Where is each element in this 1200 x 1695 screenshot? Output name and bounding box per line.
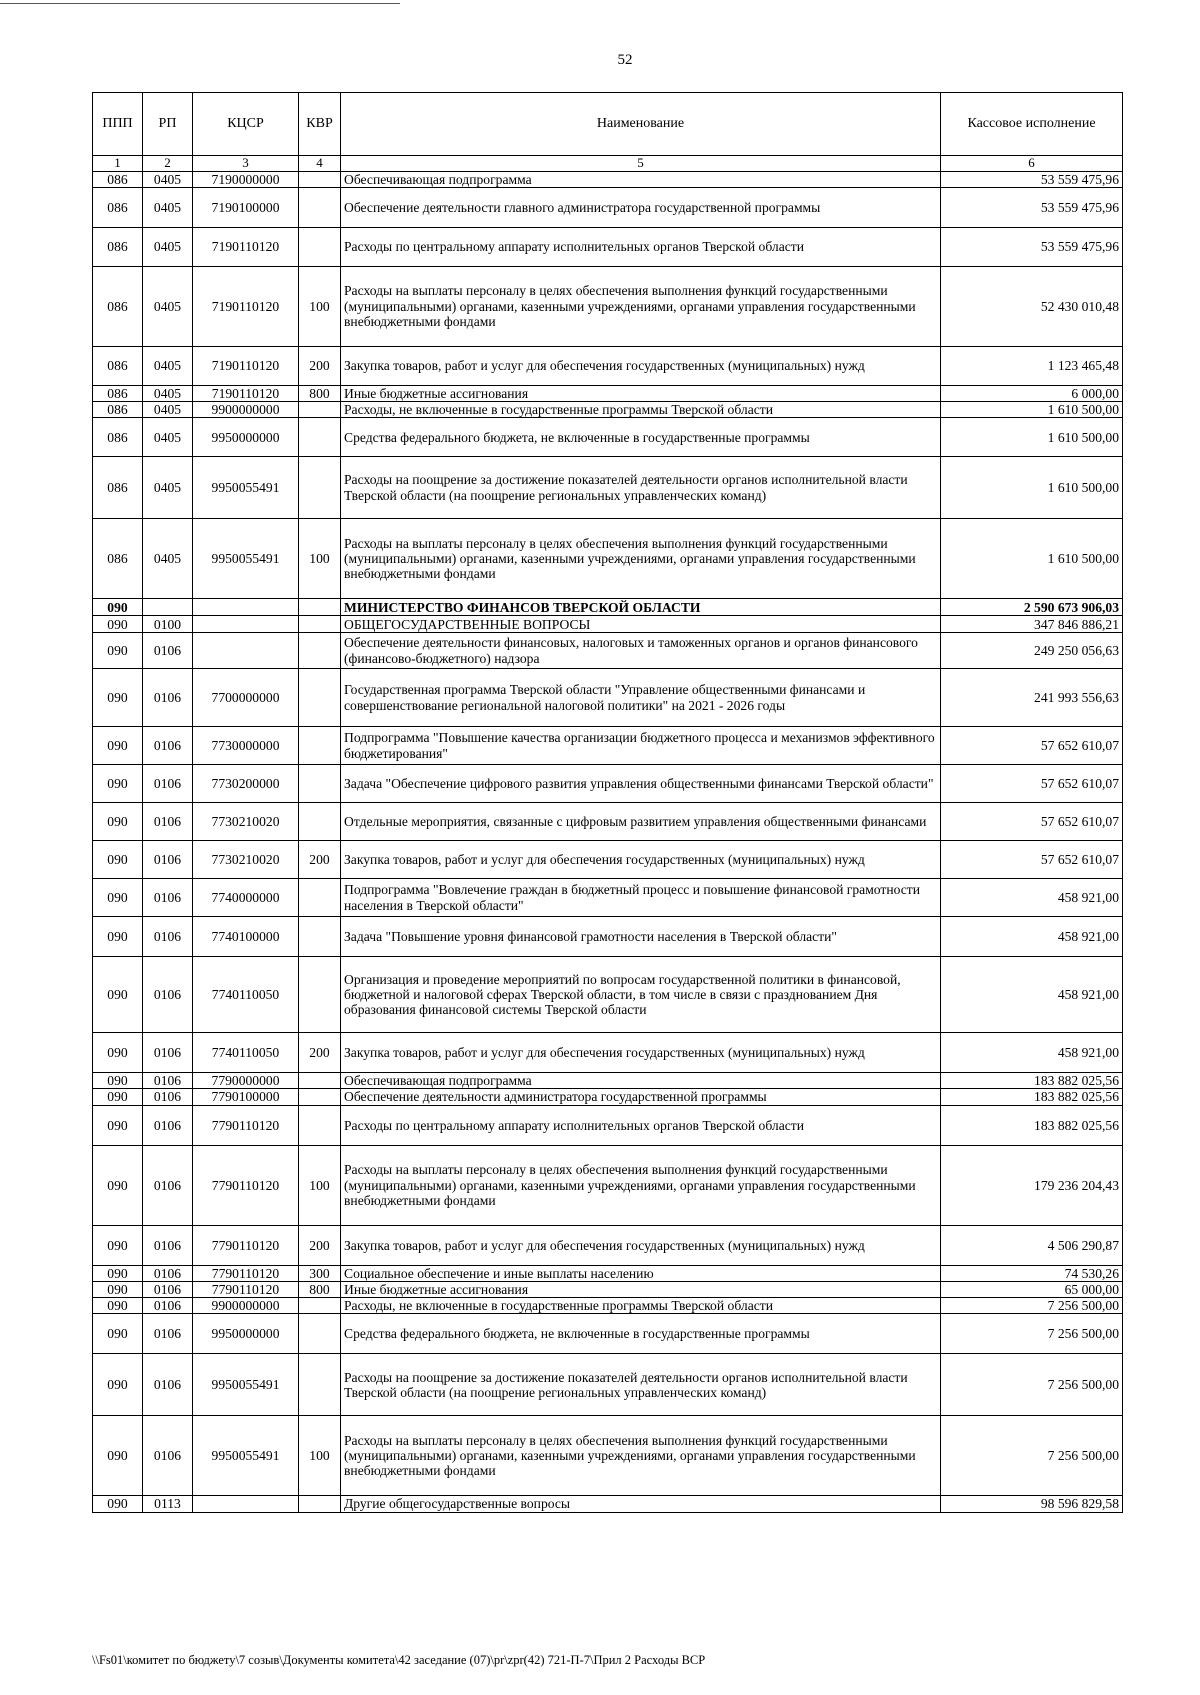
kcsr-cell (193, 633, 299, 669)
column-number: 4 (299, 156, 341, 172)
rp-cell: 0106 (143, 1298, 193, 1314)
table-row (93, 457, 1123, 519)
amount-cell: 1 610 500,00 (941, 418, 1123, 457)
ppp-cell: 090 (93, 633, 143, 669)
rp-cell: 0106 (143, 879, 193, 917)
kvr-cell (299, 457, 341, 519)
kvr-cell (299, 171, 341, 187)
header-kvr: КВР (299, 93, 341, 156)
header-row (93, 93, 1123, 156)
amount-cell: 179 236 204,43 (941, 1145, 1123, 1225)
kcsr-cell: 7730210020 (193, 803, 299, 841)
column-number: 3 (193, 156, 299, 172)
amount-cell: 57 652 610,07 (941, 727, 1123, 765)
name-cell: Расходы на выплаты персоналу в целях обеспечения выполнения функций государственными (муниципальными) органами, казенными учреждениями, органами управления государственными внебюджетными фондами (341, 1416, 941, 1496)
table-row (93, 957, 1123, 1033)
amount-cell: 7 256 500,00 (941, 1314, 1123, 1354)
name-cell: Подпрограмма "Повышение качества организации бюджетного процесса и механизмов эффективного бюджетирования" (341, 727, 941, 765)
rp-cell: 0106 (143, 669, 193, 727)
ppp-cell: 090 (93, 1073, 143, 1089)
rp-cell: 0405 (143, 385, 193, 401)
kcsr-cell: 7790000000 (193, 1073, 299, 1089)
amount-cell: 1 610 500,00 (941, 457, 1123, 519)
name-cell: Расходы, не включенные в государственные программы Тверской области (341, 401, 941, 417)
ppp-cell: 090 (93, 917, 143, 957)
table-row (93, 346, 1123, 385)
amount-cell: 65 000,00 (941, 1281, 1123, 1297)
name-cell: Расходы по центральному аппарату исполнительных органов Тверской области (341, 227, 941, 266)
table-row (93, 1496, 1123, 1512)
rp-cell: 0106 (143, 1354, 193, 1416)
kcsr-cell: 9900000000 (193, 401, 299, 417)
rp-cell: 0106 (143, 1265, 193, 1281)
kcsr-cell: 7730000000 (193, 727, 299, 765)
kcsr-cell: 7790110120 (193, 1265, 299, 1281)
name-cell: Отдельные мероприятия, связанные с цифровым развитием управления общественными финансами (341, 803, 941, 841)
rp-cell: 0106 (143, 917, 193, 957)
name-cell: Иные бюджетные ассигнования (341, 385, 941, 401)
header-rp: РП (143, 93, 193, 156)
kcsr-cell: 9950000000 (193, 418, 299, 457)
name-cell: Социальное обеспечение и иные выплаты населению (341, 1265, 941, 1281)
name-cell: Организация и проведение мероприятий по вопросам государственной политики в финансовой, бюджетной и налоговой сферах Тверской области, в том числе в связи с празднованием Дня образования финансовой системы Тверской области (341, 957, 941, 1033)
rp-cell: 0106 (143, 957, 193, 1033)
amount-cell: 249 250 056,63 (941, 633, 1123, 669)
ppp-cell: 090 (93, 1105, 143, 1145)
kcsr-cell: 9950055491 (193, 1354, 299, 1416)
table-row (93, 1298, 1123, 1314)
amount-cell: 183 882 025,56 (941, 1073, 1123, 1089)
name-cell: Закупка товаров, работ и услуг для обеспечения государственных (муниципальных) нужд (341, 1033, 941, 1073)
name-cell: Обеспечивающая подпрограмма (341, 171, 941, 187)
ppp-cell: 086 (93, 418, 143, 457)
kvr-cell (299, 1073, 341, 1089)
table-row (93, 266, 1123, 346)
kvr-cell: 200 (299, 841, 341, 879)
amount-cell: 183 882 025,56 (941, 1089, 1123, 1105)
kvr-cell: 100 (299, 1145, 341, 1225)
kcsr-cell (193, 616, 299, 633)
kcsr-cell: 7740000000 (193, 879, 299, 917)
rp-cell: 0106 (143, 1416, 193, 1496)
ppp-cell: 090 (93, 1314, 143, 1354)
ppp-cell: 090 (93, 599, 143, 616)
rp-cell: 0106 (143, 1089, 193, 1105)
rp-cell: 0106 (143, 1145, 193, 1225)
rp-cell: 0106 (143, 1105, 193, 1145)
ppp-cell: 090 (93, 727, 143, 765)
kcsr-cell: 7190110120 (193, 266, 299, 346)
name-cell: Обеспечение деятельности главного администратора государственной программы (341, 187, 941, 227)
ppp-cell: 086 (93, 171, 143, 187)
name-cell: Обеспечивающая подпрограмма (341, 1073, 941, 1089)
ppp-cell: 086 (93, 401, 143, 417)
kvr-cell: 100 (299, 266, 341, 346)
name-cell: ОБЩЕГОСУДАРСТВЕННЫЕ ВОПРОСЫ (341, 616, 941, 633)
rp-cell (143, 599, 193, 616)
kcsr-cell: 7190000000 (193, 171, 299, 187)
amount-cell: 7 256 500,00 (941, 1354, 1123, 1416)
amount-cell: 1 610 500,00 (941, 519, 1123, 599)
kcsr-cell: 7190100000 (193, 187, 299, 227)
table-body (93, 171, 1123, 1512)
rp-cell: 0405 (143, 227, 193, 266)
rp-cell: 0113 (143, 1496, 193, 1512)
rp-cell: 0405 (143, 171, 193, 187)
column-number: 5 (341, 156, 941, 172)
table-row (93, 727, 1123, 765)
name-cell: Задача "Повышение уровня финансовой грамотности населения в Тверской области" (341, 917, 941, 957)
kcsr-cell: 7790110120 (193, 1145, 299, 1225)
kvr-cell (299, 957, 341, 1033)
amount-cell: 53 559 475,96 (941, 187, 1123, 227)
table-row (93, 616, 1123, 633)
kcsr-cell: 7190110120 (193, 385, 299, 401)
name-cell: Расходы, не включенные в государственные программы Тверской области (341, 1298, 941, 1314)
rp-cell: 0106 (143, 765, 193, 803)
name-cell: Расходы по центральному аппарату исполнительных органов Тверской области (341, 1105, 941, 1145)
kcsr-cell: 7740110050 (193, 1033, 299, 1073)
name-cell: Закупка товаров, работ и услуг для обеспечения государственных (муниципальных) нужд (341, 841, 941, 879)
scan-edge-line (0, 3, 400, 4)
column-number: 2 (143, 156, 193, 172)
amount-cell: 74 530,26 (941, 1265, 1123, 1281)
name-cell: МИНИСТЕРСТВО ФИНАНСОВ ТВЕРСКОЙ ОБЛАСТИ (341, 599, 941, 616)
name-cell: Расходы на поощрение за достижение показателей деятельности органов исполнительной власти Тверской области (на поощрение региональных управленческих команд) (341, 1354, 941, 1416)
kvr-cell: 100 (299, 519, 341, 599)
kvr-cell (299, 1496, 341, 1512)
kvr-cell (299, 765, 341, 803)
column-number-row (93, 156, 1123, 172)
kvr-cell: 200 (299, 346, 341, 385)
ppp-cell: 086 (93, 266, 143, 346)
kvr-cell: 100 (299, 1416, 341, 1496)
name-cell: Расходы на поощрение за достижение показателей деятельности органов исполнительной власти Тверской области (на поощрение региональных управленческих команд) (341, 457, 941, 519)
table-row (93, 385, 1123, 401)
ppp-cell: 090 (93, 1265, 143, 1281)
kcsr-cell (193, 1496, 299, 1512)
rp-cell: 0405 (143, 266, 193, 346)
table-row (93, 187, 1123, 227)
name-cell: Обеспечение деятельности финансовых, налоговых и таможенных органов и органов финансового (финансово-бюджетного) надзора (341, 633, 941, 669)
ppp-cell: 090 (93, 1496, 143, 1512)
column-number: 6 (941, 156, 1123, 172)
table-row (93, 841, 1123, 879)
amount-cell: 57 652 610,07 (941, 803, 1123, 841)
amount-cell: 2 590 673 906,03 (941, 599, 1123, 616)
table-row (93, 401, 1123, 417)
kvr-cell (299, 187, 341, 227)
kcsr-cell: 7790110120 (193, 1225, 299, 1265)
kcsr-cell: 7790100000 (193, 1089, 299, 1105)
amount-cell: 7 256 500,00 (941, 1416, 1123, 1496)
header-amount: Кассовое исполнение (941, 93, 1123, 156)
kcsr-cell: 9950055491 (193, 457, 299, 519)
kcsr-cell: 9950055491 (193, 1416, 299, 1496)
kvr-cell (299, 1105, 341, 1145)
name-cell: Иные бюджетные ассигнования (341, 1281, 941, 1297)
amount-cell: 57 652 610,07 (941, 841, 1123, 879)
ppp-cell: 090 (93, 957, 143, 1033)
ppp-cell: 090 (93, 765, 143, 803)
table-row (93, 519, 1123, 599)
table-row (93, 669, 1123, 727)
kvr-cell (299, 227, 341, 266)
name-cell: Государственная программа Тверской области "Управление общественными финансами и совершенствование региональной налоговой политики" на 2021 - 2026 годы (341, 669, 941, 727)
name-cell: Средства федерального бюджета, не включенные в государственные программы (341, 418, 941, 457)
kcsr-cell: 7740100000 (193, 917, 299, 957)
table-row (93, 1089, 1123, 1105)
rp-cell: 0100 (143, 616, 193, 633)
rp-cell: 0106 (143, 727, 193, 765)
rp-cell: 0405 (143, 457, 193, 519)
name-cell: Подпрограмма "Вовлечение граждан в бюджетный процесс и повышение финансовой грамотности населения в Тверской области" (341, 879, 941, 917)
rp-cell: 0106 (143, 841, 193, 879)
table-row (93, 1314, 1123, 1354)
name-cell: Закупка товаров, работ и услуг для обеспечения государственных (муниципальных) нужд (341, 346, 941, 385)
ppp-cell: 090 (93, 1416, 143, 1496)
kcsr-cell: 7190110120 (193, 227, 299, 266)
kvr-cell (299, 616, 341, 633)
ppp-cell: 086 (93, 346, 143, 385)
table-row (93, 1281, 1123, 1297)
kvr-cell (299, 727, 341, 765)
amount-cell: 241 993 556,63 (941, 669, 1123, 727)
rp-cell: 0106 (143, 1033, 193, 1073)
name-cell: Другие общегосударственные вопросы (341, 1496, 941, 1512)
header-name: Наименование (341, 93, 941, 156)
ppp-cell: 090 (93, 1033, 143, 1073)
kvr-cell (299, 599, 341, 616)
kvr-cell (299, 879, 341, 917)
kvr-cell (299, 1089, 341, 1105)
kvr-cell: 200 (299, 1225, 341, 1265)
header-kcsr: КЦСР (193, 93, 299, 156)
table-row (93, 1265, 1123, 1281)
kvr-cell: 200 (299, 1033, 341, 1073)
table-row (93, 879, 1123, 917)
kvr-cell: 800 (299, 385, 341, 401)
rp-cell: 0106 (143, 633, 193, 669)
header-ppp: ППП (93, 93, 143, 156)
kvr-cell: 300 (299, 1265, 341, 1281)
table-row (93, 1105, 1123, 1145)
amount-cell: 57 652 610,07 (941, 765, 1123, 803)
ppp-cell: 086 (93, 457, 143, 519)
rp-cell: 0106 (143, 1314, 193, 1354)
ppp-cell: 090 (93, 1145, 143, 1225)
kcsr-cell: 7730210020 (193, 841, 299, 879)
ppp-cell: 086 (93, 187, 143, 227)
kcsr-cell (193, 599, 299, 616)
table-row (93, 1073, 1123, 1089)
rp-cell: 0405 (143, 346, 193, 385)
ppp-cell: 090 (93, 1281, 143, 1297)
amount-cell: 458 921,00 (941, 917, 1123, 957)
kvr-cell (299, 1354, 341, 1416)
rp-cell: 0106 (143, 803, 193, 841)
rp-cell: 0405 (143, 401, 193, 417)
table-row (93, 1416, 1123, 1496)
kvr-cell (299, 401, 341, 417)
name-cell: Задача "Обеспечение цифрового развития управления общественными финансами Тверской области" (341, 765, 941, 803)
amount-cell: 53 559 475,96 (941, 227, 1123, 266)
file-path-footer: \\Fs01\комитет по бюджету\7 созыв\Документы комитета\42 заседание (07)\pr\zpr(42) 721-П-7\Прил 2 Расходы ВСР (92, 1653, 706, 1667)
name-cell: Расходы на выплаты персоналу в целях обеспечения выполнения функций государственными (муниципальными) органами, казенными учреждениями, органами управления государственными внебюджетными фондами (341, 1145, 941, 1225)
rp-cell: 0106 (143, 1281, 193, 1297)
kvr-cell (299, 418, 341, 457)
table-row (93, 227, 1123, 266)
ppp-cell: 086 (93, 519, 143, 599)
ppp-cell: 090 (93, 1089, 143, 1105)
kcsr-cell: 7740110050 (193, 957, 299, 1033)
column-number: 1 (93, 156, 143, 172)
ppp-cell: 090 (93, 669, 143, 727)
table-row (93, 1033, 1123, 1073)
amount-cell: 53 559 475,96 (941, 171, 1123, 187)
table-row (93, 765, 1123, 803)
amount-cell: 98 596 829,58 (941, 1496, 1123, 1512)
amount-cell: 6 000,00 (941, 385, 1123, 401)
amount-cell: 1 610 500,00 (941, 401, 1123, 417)
amount-cell: 7 256 500,00 (941, 1298, 1123, 1314)
table-row (93, 803, 1123, 841)
kcsr-cell: 7190110120 (193, 346, 299, 385)
kvr-cell (299, 803, 341, 841)
kcsr-cell: 9950000000 (193, 1314, 299, 1354)
ppp-cell: 090 (93, 879, 143, 917)
kvr-cell (299, 917, 341, 957)
name-cell: Закупка товаров, работ и услуг для обеспечения государственных (муниципальных) нужд (341, 1225, 941, 1265)
amount-cell: 458 921,00 (941, 957, 1123, 1033)
ppp-cell: 090 (93, 841, 143, 879)
amount-cell: 458 921,00 (941, 1033, 1123, 1073)
page-number: 52 (617, 52, 633, 68)
table-row (93, 418, 1123, 457)
rp-cell: 0405 (143, 519, 193, 599)
amount-cell: 52 430 010,48 (941, 266, 1123, 346)
rp-cell: 0106 (143, 1073, 193, 1089)
ppp-cell: 090 (93, 1225, 143, 1265)
name-cell: Обеспечение деятельности администратора государственной программы (341, 1089, 941, 1105)
table-row (93, 1354, 1123, 1416)
table-row (93, 917, 1123, 957)
kvr-cell (299, 1298, 341, 1314)
ppp-cell: 090 (93, 1354, 143, 1416)
rp-cell: 0106 (143, 1225, 193, 1265)
ppp-cell: 086 (93, 385, 143, 401)
amount-cell: 183 882 025,56 (941, 1105, 1123, 1145)
kvr-cell (299, 633, 341, 669)
kcsr-cell: 9900000000 (193, 1298, 299, 1314)
kcsr-cell: 7700000000 (193, 669, 299, 727)
kcsr-cell: 7730200000 (193, 765, 299, 803)
table-row (93, 633, 1123, 669)
amount-cell: 4 506 290,87 (941, 1225, 1123, 1265)
kcsr-cell: 7790110120 (193, 1105, 299, 1145)
amount-cell: 1 123 465,48 (941, 346, 1123, 385)
amount-cell: 458 921,00 (941, 879, 1123, 917)
ppp-cell: 090 (93, 803, 143, 841)
kvr-cell (299, 1314, 341, 1354)
table-row (93, 171, 1123, 187)
amount-cell: 347 846 886,21 (941, 616, 1123, 633)
ppp-cell: 086 (93, 227, 143, 266)
kvr-cell (299, 669, 341, 727)
rp-cell: 0405 (143, 187, 193, 227)
table-row (93, 599, 1123, 616)
name-cell: Расходы на выплаты персоналу в целях обеспечения выполнения функций государственными (муниципальными) органами, казенными учреждениями, органами управления государственными внебюджетными фондами (341, 266, 941, 346)
kvr-cell: 800 (299, 1281, 341, 1297)
ppp-cell: 090 (93, 1298, 143, 1314)
kcsr-cell: 7790110120 (193, 1281, 299, 1297)
rp-cell: 0405 (143, 418, 193, 457)
table-row (93, 1225, 1123, 1265)
ppp-cell: 090 (93, 616, 143, 633)
name-cell: Расходы на выплаты персоналу в целях обеспечения выполнения функций государственными (муниципальными) органами, казенными учреждениями, органами управления государственными внебюджетными фондами (341, 519, 941, 599)
kcsr-cell: 9950055491 (193, 519, 299, 599)
table-row (93, 1145, 1123, 1225)
budget-table (92, 92, 1123, 1513)
name-cell: Средства федерального бюджета, не включенные в государственные программы (341, 1314, 941, 1354)
